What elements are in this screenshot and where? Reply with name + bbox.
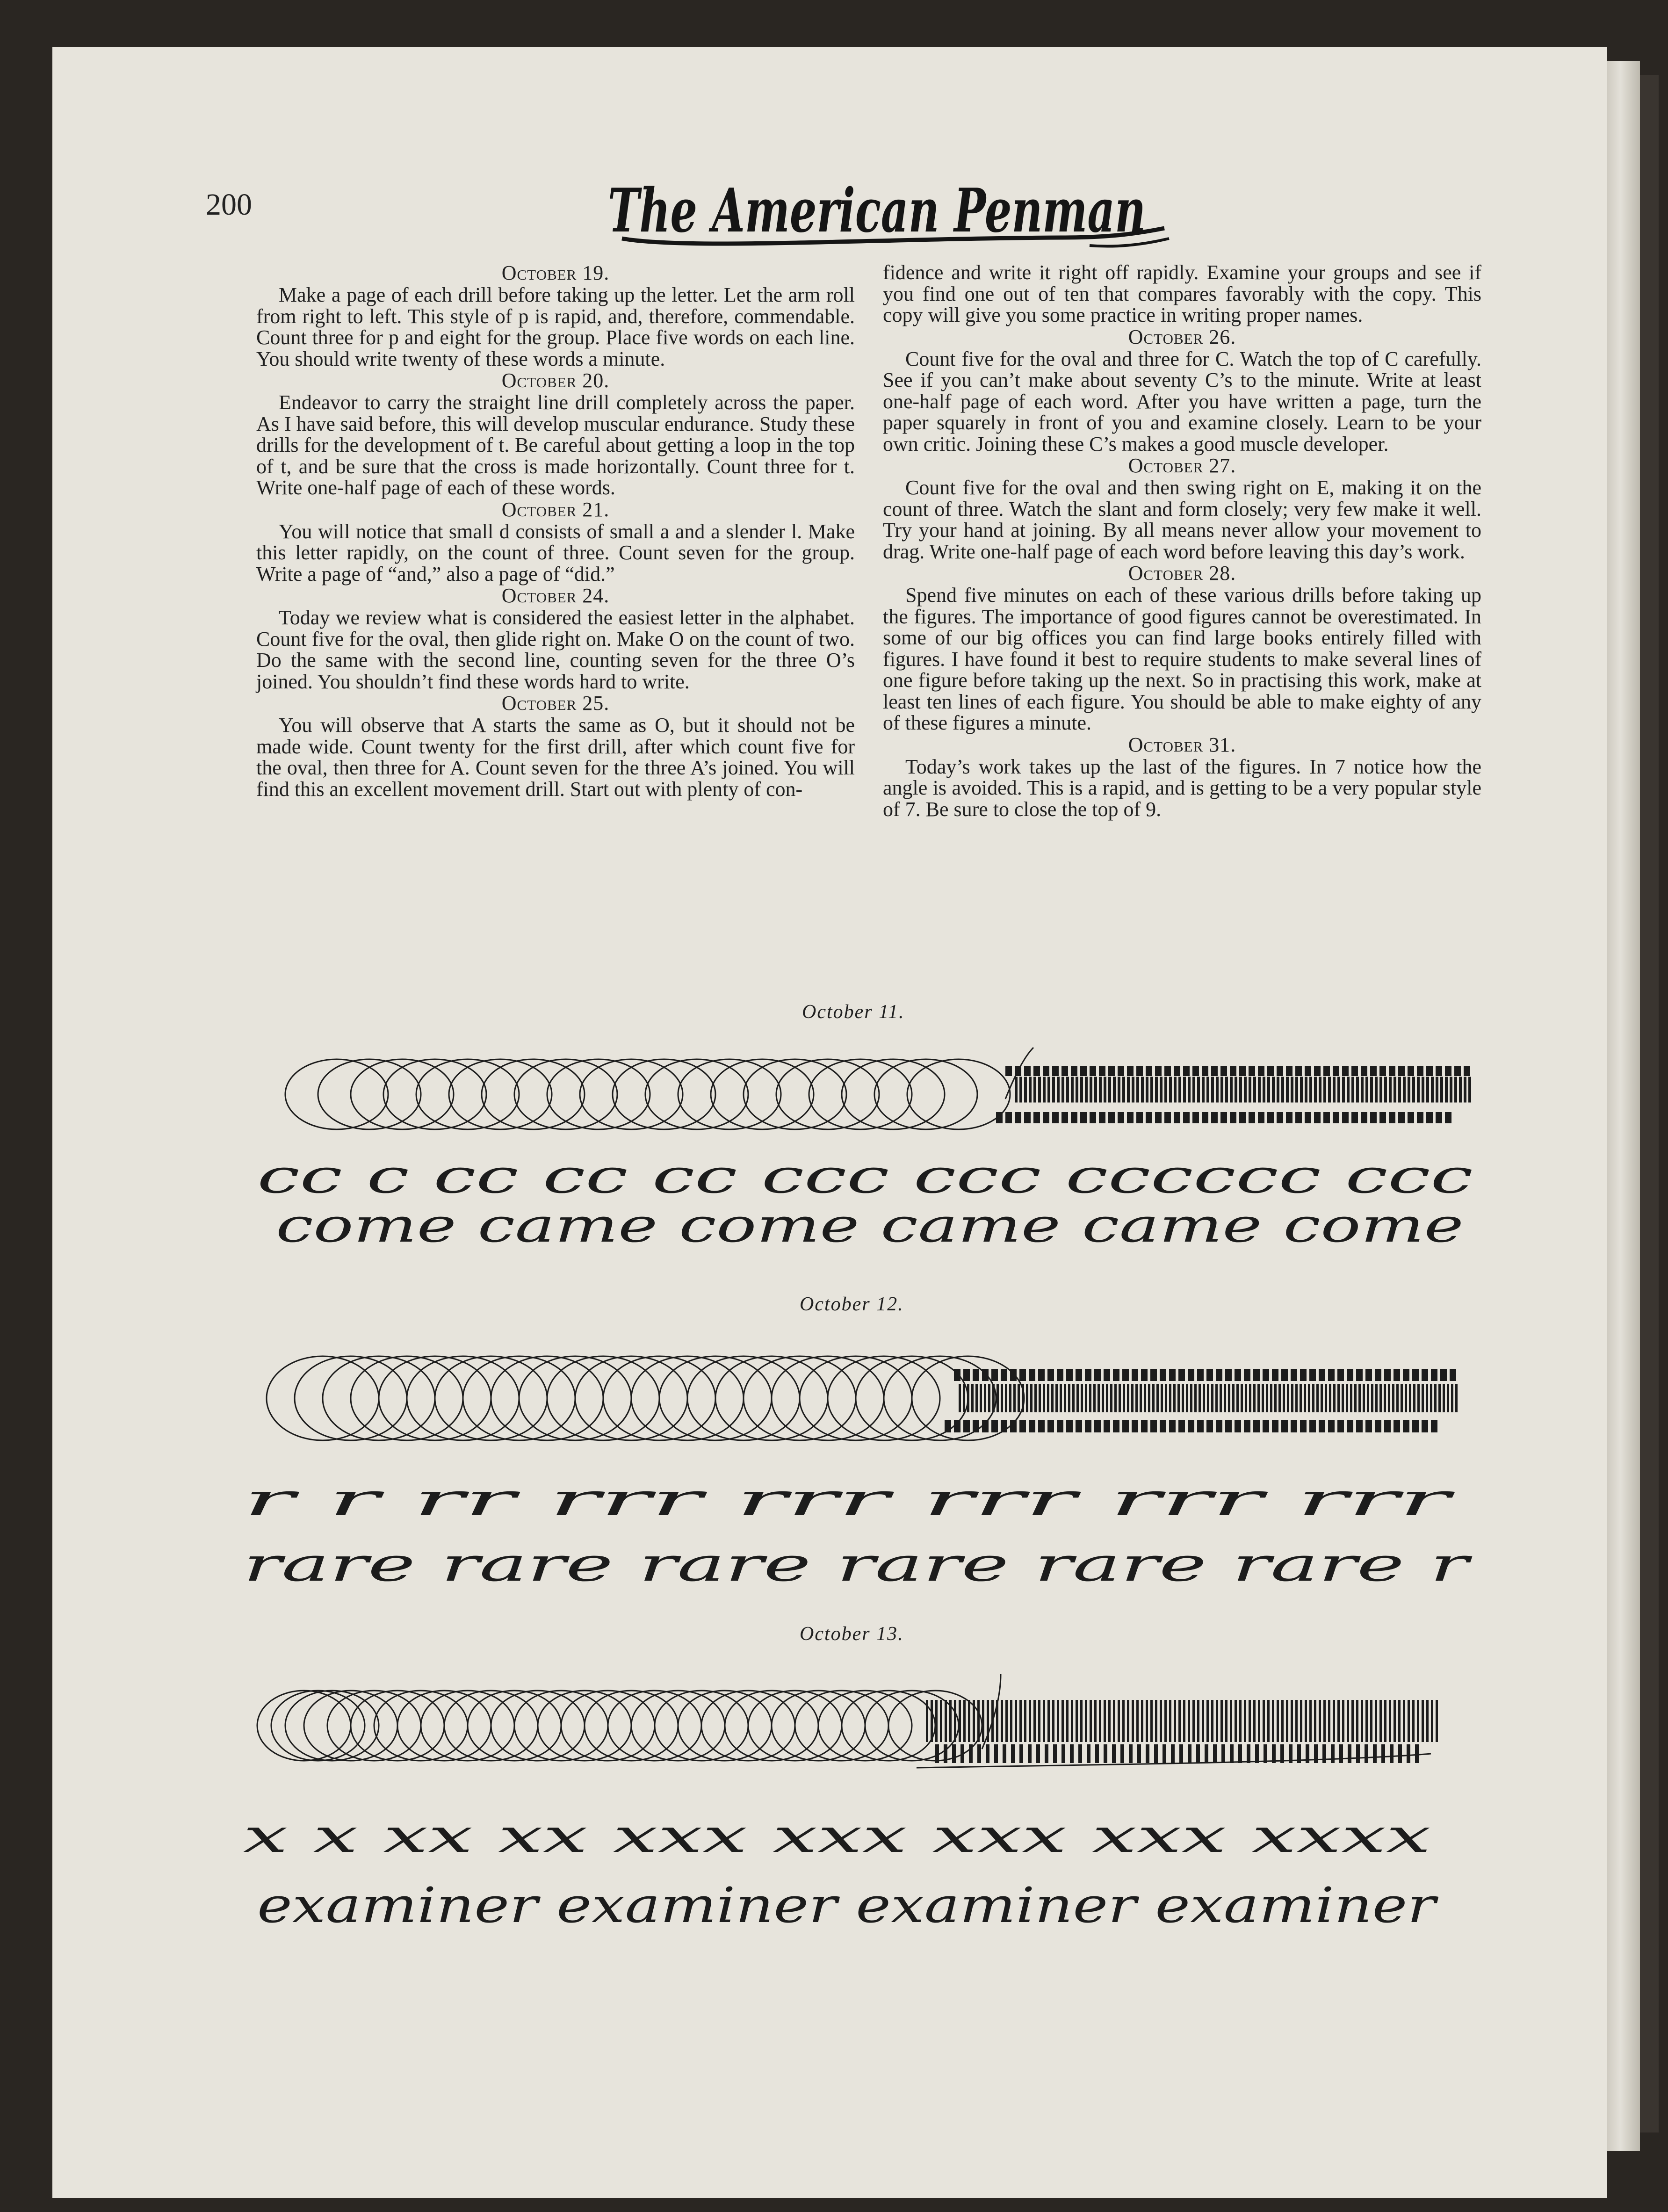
section-date: October 28. <box>1128 562 1236 585</box>
section-date: October 31. <box>1128 733 1236 756</box>
straight-line-drill-right <box>917 1721 1440 1768</box>
section-date: October 27. <box>1128 454 1236 477</box>
script-line-1: x x xx xx xxx xxx xxx xxx xxxx <box>243 1808 1431 1863</box>
section-date: October 24. <box>501 584 610 607</box>
penmanship-plate-october-13 <box>243 1674 1482 1948</box>
plate-caption: October 12. <box>800 1294 904 1315</box>
section-text: You will observe that A starts the same as O, but it should not be made wide. Count twenty for the first drill, after which count five for the oval, then three for A. Count seven for the three A’s joined. You will find this an excellent movement drill. Start out with plenty of con- <box>256 714 855 801</box>
plate-caption: October 11. <box>802 1001 905 1023</box>
section-text: Today we review what is considered the easiest letter in the alphabet. Count five for the oval, then glide right on. Make O on the count of two. Do the same with the second line, counting seven for the three O’s joined. You shouldn’t find these words hard to write. <box>256 606 855 693</box>
script-line-2: rare rare rare rare rare rare r <box>243 1537 1473 1592</box>
section-october-20 <box>256 369 855 499</box>
page-number: 200 <box>206 188 252 222</box>
section-october-26 <box>883 326 1481 455</box>
oval-drill-left <box>285 1048 1033 1129</box>
script-line-1: cc c cc cc cc ccc ccc cccccc ccc <box>257 1149 1473 1204</box>
oval-drill-left <box>267 1356 1024 1440</box>
svg-text:The American Penman: The American Penman <box>608 176 1146 246</box>
next-page-edge <box>1607 61 1640 2151</box>
script-line-2: examiner examiner examiner examiner <box>257 1877 1439 1934</box>
script-line-2: come came come came came come <box>276 1198 1464 1253</box>
section-date: October 21. <box>501 498 610 521</box>
section-date: October 26. <box>1128 325 1236 348</box>
section-date: October 25. <box>501 692 610 715</box>
continued-text: fidence and write it right off rapidly. Examine your groups and see if you find one out of ten that compares favorably with the copy. This copy will give you some practice in writing proper names. <box>883 261 1481 326</box>
book-gutter-shadow <box>1640 75 1659 2132</box>
section-october-21 <box>256 499 855 585</box>
section-october-24 <box>256 585 855 692</box>
script-line-1: r r rr rrr rrr rrr rrr rrr <box>243 1474 1456 1526</box>
section-october-19 <box>256 262 855 369</box>
section-text: You will notice that small d consists of small a and a slender l. Make this letter rapidly, on the count of three. Count seven for the group. Write a page of “and,” also a page of “did.” <box>256 520 855 586</box>
section-text: Count five for the oval and then swing right on E, making it on the count of three. Watch the slant and form closely; very few make it well. Try your hand at joining. By all means never allow your movement to drag. Write one-half page of each word before leaving this day’s work. <box>883 476 1481 563</box>
section-text: Spend five minutes on each of these various drills before taking up the figures. The importance of good figures cannot be overestimated. In some of our big offices you can find large books entirely filled with figures. I have found it best to require students to make several lines of one figure before taking up the next. So in practising this work, make at least ten lines of each figure. You should be able to make eighty of any of these figures a minute. <box>883 584 1481 734</box>
section-text: Today’s work takes up the last of the figures. In 7 notice how the angle is avoided. This is a rapid, and is getting to be a very popular style of 7. Be sure to close the top of 9. <box>883 755 1481 821</box>
plate-caption: October 13. <box>800 1623 904 1645</box>
penmanship-plate-october-12 <box>243 1347 1482 1592</box>
section-text: Endeavor to carry the straight line drill completely across the paper. As I have said before, this will develop muscular endurance. Study these drills for the development of t. Be careful about getting a loop in the top of t, and be sure that the cross is made horizontally. Count three for t. Write one-half page of each of these words. <box>256 391 855 499</box>
masthead-logo <box>594 168 1188 262</box>
section-date: October 20. <box>501 369 610 392</box>
oval-drill-left <box>257 1674 1001 1761</box>
section-october-27 <box>883 455 1481 562</box>
push-pull-drill-right <box>945 1375 1459 1426</box>
right-column <box>883 262 1481 820</box>
section-october-28 <box>883 562 1481 734</box>
section-text: Count five for the oval and three for C. Watch the top of C carefully. See if you can’t make about seventy C’s to the minute. Write at least one-half page of each word. After you have written a page, turn the paper squarely in front of you and examine closely. Learn to be your own critic. Joining these C’s makes a good muscle developer. <box>883 347 1481 455</box>
section-text: Make a page of each drill before taking up the letter. Let the arm roll from right to left. This style of p is rapid, and, therefore, commendable. Count three for p and eight for the group. Place five words on each line. You should write twenty of these words a minute. <box>256 283 855 370</box>
section-date: October 19. <box>501 261 610 284</box>
section-october-31 <box>883 734 1481 820</box>
penmanship-plate-october-11 <box>257 1048 1482 1253</box>
section-october-25 <box>256 692 855 800</box>
left-column <box>256 262 855 800</box>
push-pull-drill-right <box>996 1071 1473 1118</box>
